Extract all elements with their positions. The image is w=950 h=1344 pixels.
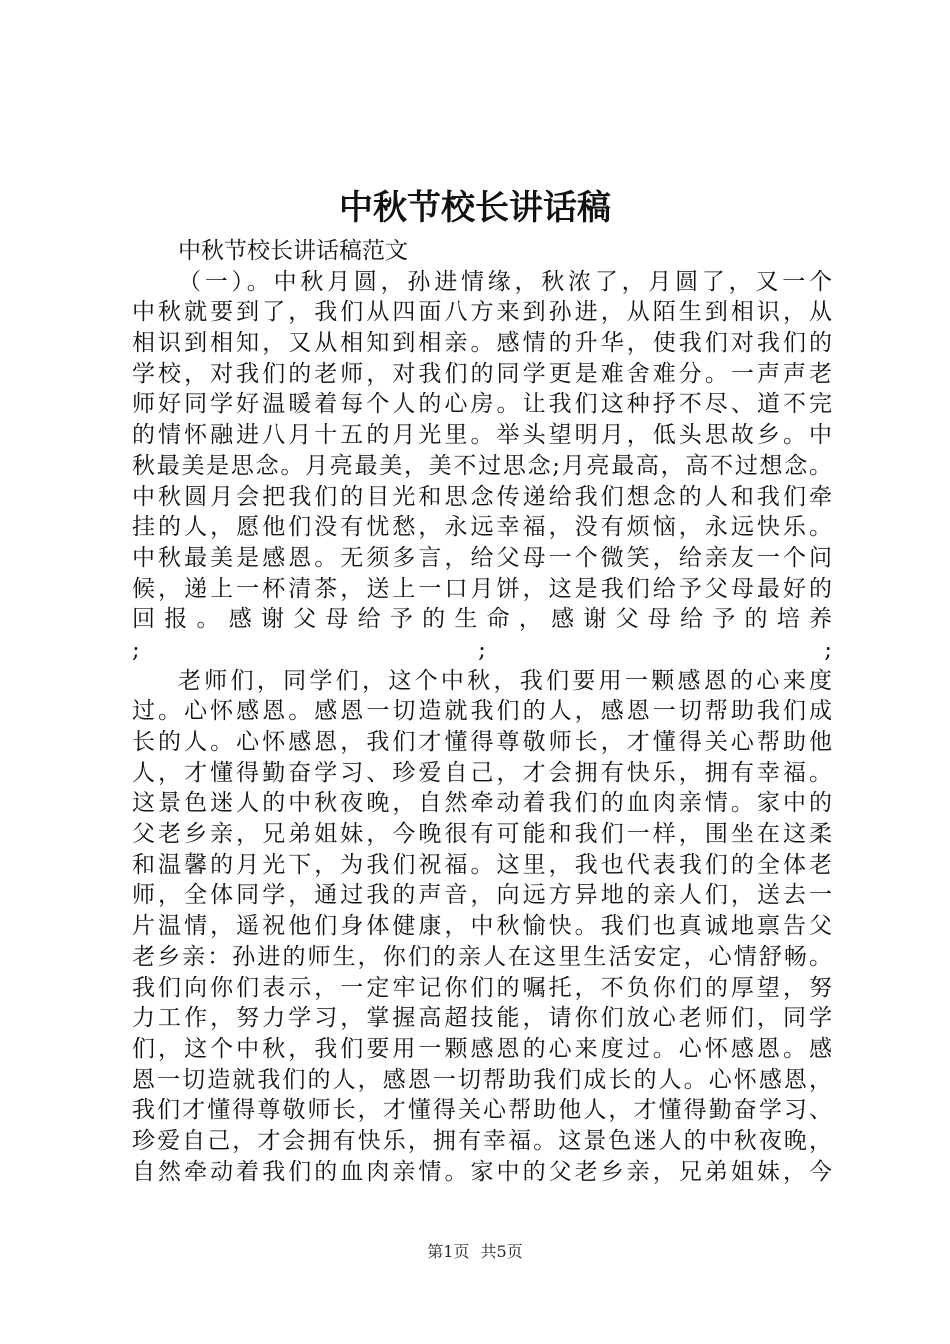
text-line: 我们向你们表示，一定牢记你们的嘱托，不负你们的厚望，努	[132, 974, 832, 1001]
document-title: 中秋节校长讲话稿	[339, 188, 611, 228]
text-line: 中秋最美是感恩。无须多言，给父母一个微笑，给亲友一个问	[132, 544, 832, 571]
text-line: 恩一切造就我们的人，感恩一切帮助我们成长的人。心怀感恩，	[132, 1066, 832, 1093]
text-line: 和温馨的月光下，为我们祝福。这里，我也代表我们的全体老	[132, 851, 832, 878]
text-line: 老师们，同学们，这个中秋，我们要用一颗感恩的心来度	[178, 667, 832, 694]
text-line: 的情怀融进八月十五的月光里。举头望明月，低头思故乡。中	[132, 422, 832, 449]
text-line: （一）。中秋月圆，孙进情缘，秋浓了，月圆了，又一个	[178, 268, 832, 295]
text-line: 中秋圆月会把我们的目光和思念传递给我们想念的人和我们牵	[132, 483, 832, 510]
text-line: 片温情，遥祝他们身体健康，中秋愉快。我们也真诚地禀告父	[132, 913, 832, 940]
text-line: 我们才懂得尊敬师长，才懂得关心帮助他人，才懂得勤奋学习、	[132, 1097, 832, 1124]
text-line: 中秋节校长讲话稿范文	[178, 238, 408, 264]
text-line: 相识到相知，又从相知到相亲。感情的升华，使我们对我们的	[132, 330, 832, 357]
text-line: 候，递上一杯清茶，送上一口月饼，这是我们给予父母最好的	[132, 575, 832, 602]
text-line: 过。心怀感恩。感恩一切造就我们的人，感恩一切帮助我们成	[132, 698, 832, 725]
text-line: 人，才懂得勤奋学习、珍爱自己，才会拥有快乐，拥有幸福。	[132, 759, 832, 786]
text-line: 这景色迷人的中秋夜晚，自然牵动着我们的血肉亲情。家中的	[132, 790, 832, 817]
text-line: 珍爱自己，才会拥有快乐，拥有幸福。这景色迷人的中秋夜晚，	[132, 1127, 832, 1154]
text-line: 父老乡亲，兄弟姐妹，今晚很有可能和我们一样，围坐在这柔	[132, 821, 832, 848]
text-line: 秋最美是思念。月亮最美，美不过思念;月亮最高，高不过想念。	[132, 452, 832, 479]
text-line: 自然牵动着我们的血肉亲情。家中的父老乡亲，兄弟姐妹，今	[132, 1158, 832, 1185]
page-footer	[0, 1240, 950, 1264]
text-line: 师好同学好温暖着每个人的心房。让我们这种抒不尽、道不完	[132, 391, 832, 418]
text-line: 挂的人，愿他们没有忧愁，永远幸福，没有烦恼，永远快乐。	[132, 514, 832, 541]
text-line: 老乡亲：孙进的师生，你们的亲人在这里生活安定，心情舒畅。	[132, 943, 832, 970]
page-total: 共5页	[480, 1242, 523, 1261]
text-line: 长的人。心怀感恩，我们才懂得尊敬师长，才懂得关心帮助他	[132, 729, 832, 755]
text-line: ; ; ;	[132, 636, 832, 663]
text-line: 中秋就要到了，我们从四面八方来到孙进，从陌生到相识，从	[132, 299, 832, 326]
document-body	[132, 236, 832, 1187]
text-line: 师，全体同学，通过我的声音，向远方异地的亲人们，送去一	[132, 882, 832, 909]
text-line: 力工作，努力学习，掌握高超技能，请你们放心老师们，同学	[132, 1005, 832, 1032]
text-line: 们，这个中秋，我们要用一颗感恩的心来度过。心怀感恩。感	[132, 1035, 832, 1062]
text-line: 回报。感谢父母给予的生命，感谢父母给予的培养	[132, 606, 832, 633]
page-number: 第1页	[427, 1242, 470, 1261]
text-line: 学校，对我们的老师，对我们的同学更是难舍难分。一声声老	[132, 360, 832, 387]
